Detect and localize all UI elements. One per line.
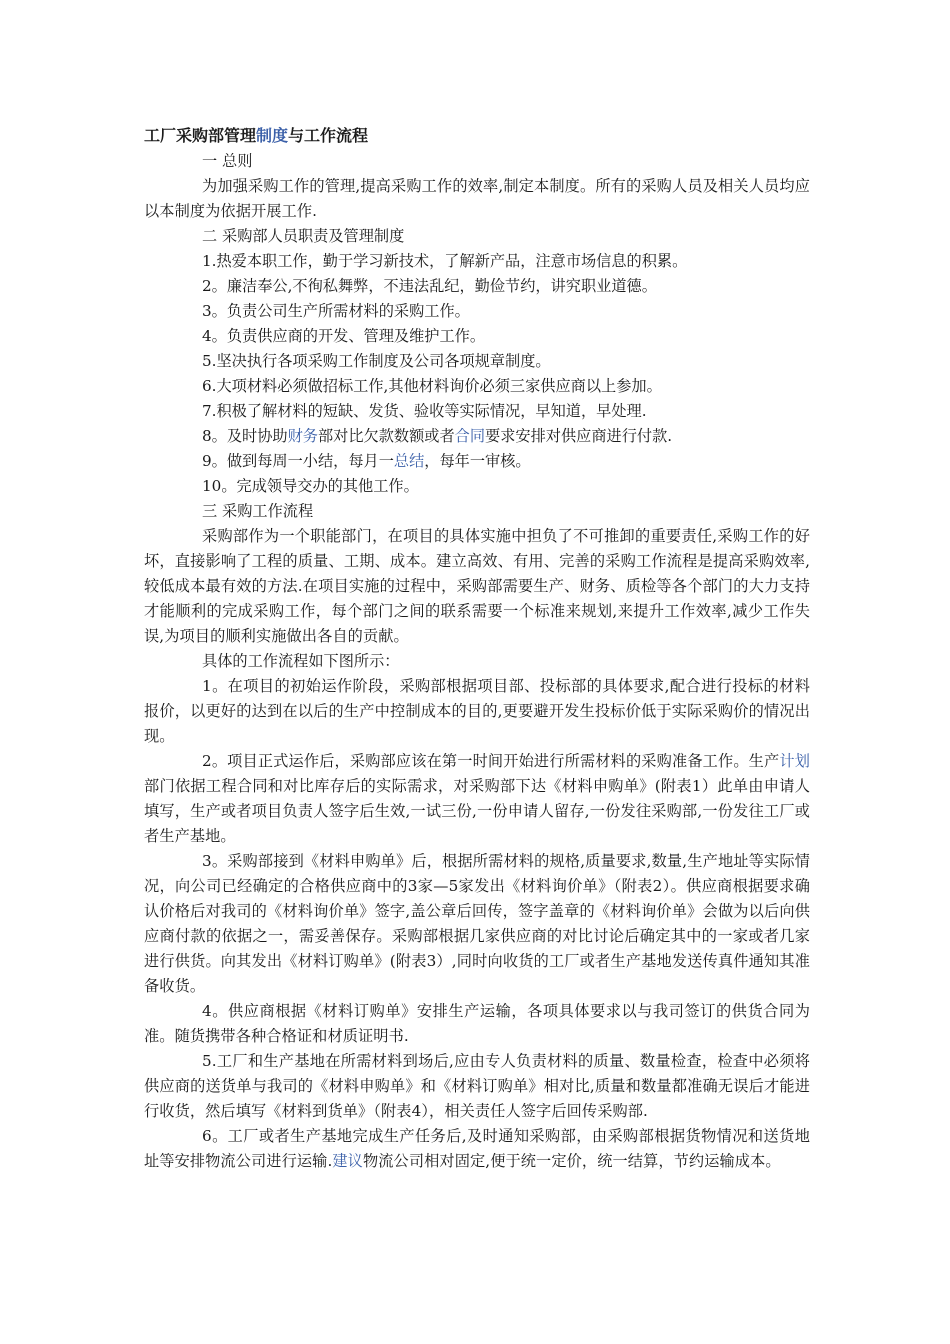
duty-item-2: 2。廉洁奉公,不徇私舞弊，不违法乱纪，勤俭节约，讲究职业道德。 <box>202 277 657 295</box>
step-6-text-a: 6。工厂或者生产基地完成生产任务后,及时通知采购部，由采购部根据货物情况和送货地址等安排物流公司进行运输. <box>144 1127 810 1170</box>
duty-8-text-b: 部对比欠款数额或者 <box>317 427 455 445</box>
section-heading-duties: 二 采购部人员职责及管理制度 <box>202 227 405 245</box>
workflow-step-2 <box>144 749 810 849</box>
duty-item-8 <box>144 424 810 449</box>
step-2-text-b: 部门依据工程合同和对比库存后的实际需求，对采购部下达《材料申购单》(附表1）此单由申请人填写，生产或者项目负责人签字后生效,一试三份,一份申请人留存,一份发往采购部,一份发往工厂或者生产基地。 <box>144 777 810 845</box>
workflow-step-4: 4。供应商根据《材料订购单》安排生产运输，各项具体要求以与我司签订的供货合同为准。随货携带各种合格证和材质证明书. <box>144 1002 810 1045</box>
duty-item-10: 10。完成领导交办的其他工作。 <box>202 477 419 495</box>
link-hetong[interactable]: 合同 <box>454 427 486 445</box>
duty-9-text-b: ，每年一审核。 <box>424 452 531 470</box>
duty-item-3: 3。负责公司生产所需材料的采购工作。 <box>202 302 470 320</box>
link-caiwu[interactable]: 财务 <box>287 427 318 445</box>
duty-item-1: 1.热爱本职工作，勤于学习新技术，了解新产品，注意市场信息的积累。 <box>202 252 688 270</box>
duty-item-4: 4。负责供应商的开发、管理及维护工作。 <box>202 327 486 345</box>
workflow-step-5: 5.工厂和生产基地在所需材料到场后,应由专人负责材料的质量、数量检查，检查中必须将供应商的送货单与我司的《材料申购单》和《材料订购单》相对比,质量和数量都准确无误后才能进行收货，然后填写《材料到货单》（附表4），相关责任人签字后回传采购部. <box>144 1052 810 1120</box>
duty-item-6: 6.大项材料必须做招标工作,其他材料询价必须三家供应商以上参加。 <box>202 377 662 395</box>
workflow-step-3: 3。采购部接到《材料申购单》后，根据所需材料的规格,质量要求,数量,生产地址等实际情况，向公司已经确定的合格供应商中的3家—5家发出《材料询价单》（附表2）。供应商根据要求确认价格后对我司的《材料询价单》签字,盖公章后回传，签字盖章的《材料询价单》会做为以后向供应商付款的依据之一，需妥善保存。采购部根据几家供应商的对比讨论后确定其中的一家或者几家进行供货。向其发出《材料订购单》(附表3）,同时向收货的工厂或者生产基地发送传真件通知其准备收货。 <box>144 852 810 995</box>
title-link-zhidu[interactable]: 制度 <box>256 126 289 145</box>
workflow-intro-paragraph: 采购部作为一个职能部门，在项目的具体实施中担负了不可推卸的重要责任,采购工作的好坏，直接影响了工程的质量、工期、成本。建立高效、有用、完善的采购工作流程是提高采购效率,较低成本最有效的方法.在项目实施的过程中，采购部需要生产、财务、质检等各个部门的大力支持才能顺利的完成采购工作，每个部门之间的联系需要一个标准来规划,来提升工作效率,减少工作失误,为项目的顺利实施做出各自的贡献。 <box>144 527 810 645</box>
workflow-step-6 <box>144 1124 810 1174</box>
general-paragraph: 为加强采购工作的管理,提高采购工作的效率,制定本制度。所有的采购人员及相关人员均应以本制度为依据开展工作. <box>144 177 810 220</box>
section-heading-general: 一 总则 <box>202 152 253 170</box>
title-text-a: 工厂采购部管理 <box>144 126 257 145</box>
step-2-text-a: 2。项目正式运作后，采购部应该在第一时间开始进行所需材料的采购准备工作。生产 <box>202 752 780 770</box>
section-heading-workflow: 三 采购工作流程 <box>202 502 314 520</box>
duty-item-9 <box>144 449 810 474</box>
duty-9-text-a: 9。做到每周一小结，每月一 <box>202 452 394 470</box>
workflow-lead-line: 具体的工作流程如下图所示： <box>202 652 400 670</box>
document-page <box>144 123 810 1174</box>
duty-item-7: 7.积极了解材料的短缺、发货、验收等实际情况，早知道，早处理. <box>202 402 647 420</box>
duty-item-5: 5.坚决执行各项采购工作制度及公司各项规章制度。 <box>202 352 551 370</box>
workflow-step-1: 1。在项目的初始运作阶段，采购部根据项目部、投标部的具体要求,配合进行投标的材料报价，以更好的达到在以后的生产中控制成本的目的,更要避开发生投标价低于实际采购价的情况出现。 <box>144 677 810 745</box>
link-jihua[interactable]: 计划 <box>779 752 811 770</box>
link-jianyi[interactable]: 建议 <box>332 1152 363 1170</box>
duty-8-text-c: 要求安排对供应商进行付款. <box>485 427 673 445</box>
step-6-text-b: 物流公司相对固定,便于统一定价，统一结算，节约运输成本。 <box>362 1152 781 1170</box>
title-text-b: 与工作流程 <box>288 126 369 145</box>
link-zongjie[interactable]: 总结 <box>393 452 425 470</box>
duty-8-text-a: 8。及时协助 <box>202 427 288 445</box>
document-title <box>144 123 810 149</box>
